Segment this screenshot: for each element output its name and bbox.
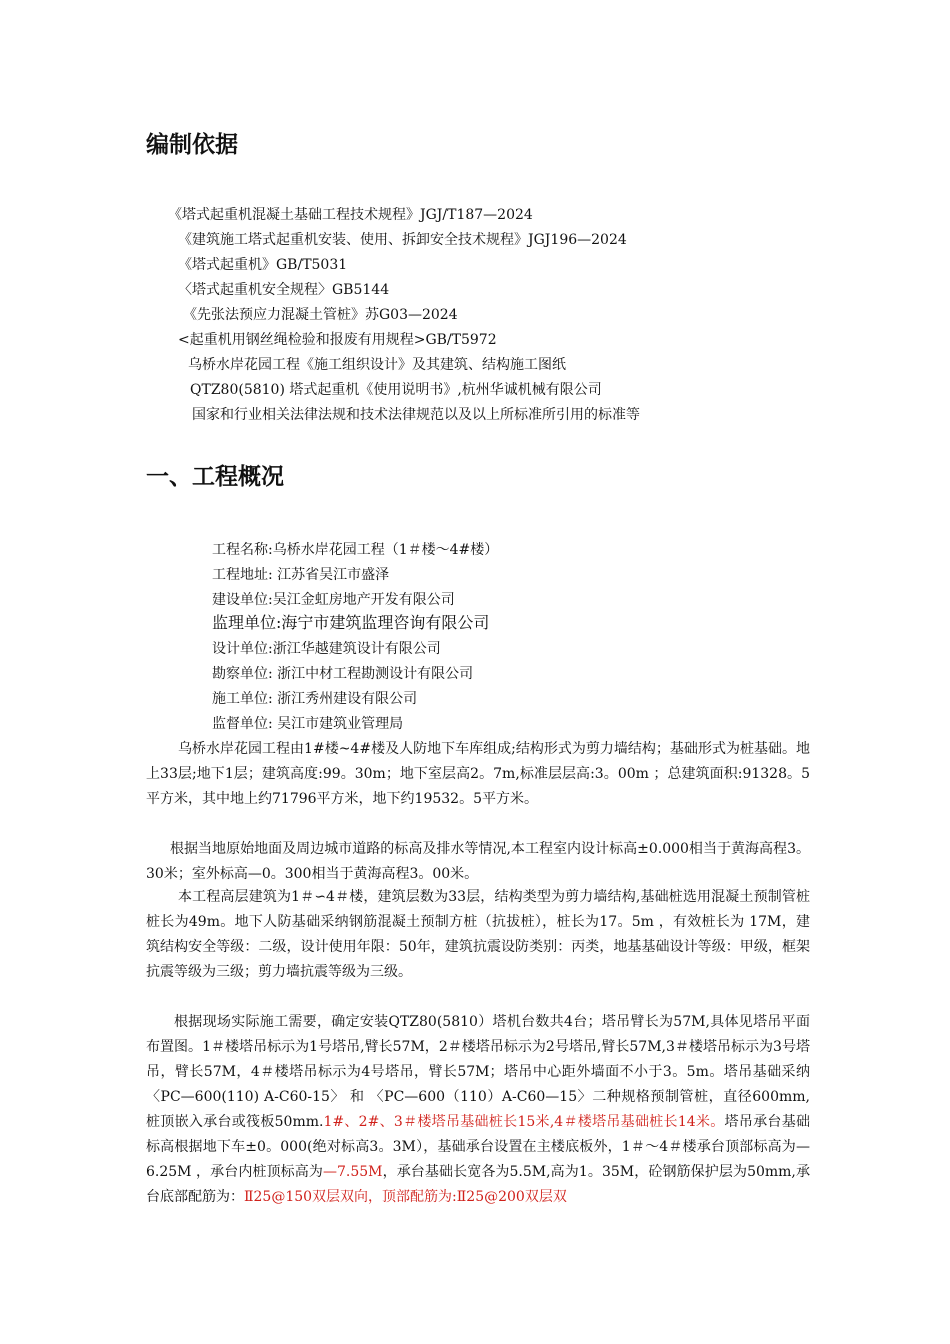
reference-item: <起重机用钢丝绳检验和报废有用规程>GB/T5972: [178, 332, 497, 348]
project-info-inspector: 监督单位: 吴江市建筑业管理局: [212, 716, 404, 732]
paragraph-text: 本工程高层建筑为1＃∽4＃楼，建筑层数为33层，结构类型为剪力墙结构,基础桩选用混凝土预制管桩桩长为49m。地下人防基础采纳钢筋混凝土预制方桩（抗拔桩），桩长为17。5m ，有效桩长为 17M，建筑结构安全等级：二级，设计使用年限：50年，建筑抗震设防类别：丙类，地基基础设计等级：甲级，框架抗震等级为三级；剪力墙抗震等级为三级。: [146, 889, 810, 980]
project-info-name: 工程名称:乌桥水岸花园工程（1＃楼～4#楼）: [212, 542, 499, 558]
section-title-overview: 一、工程概况: [146, 464, 284, 490]
reference-item: 《塔式起重机混凝土基础工程技术规程》JGJ/T187—2024: [168, 207, 533, 223]
paragraph-text: 塔吊承台基础标高根据地下车±0。000(绝对标高3。3M），基础承台设置在主楼底板外，1＃～4＃楼承台顶部标高为—6.25M ，承台内桩顶标高为: [146, 1114, 810, 1180]
reference-item: 〈塔式起重机安全规程〉GB5144: [178, 282, 390, 298]
project-info-owner: 建设单位:吴江金虹房地产开发有限公司: [212, 592, 455, 608]
paragraph-text: ，承台基础长宽各为5.5M,高为1。35M，砼钢筋保护层为50mm,承台底部配筋为：: [146, 1164, 810, 1205]
paragraph-text: 根据当地原始地面及周边城市道路的标高及排水等情况,本工程室内设计标高±0.000相当于黄海高程3。30米；室外标高—0。300相当于黄海高程3。00米。: [146, 841, 810, 882]
paragraph-text: 根据现场实际施工需要，确定安装QTZ80(5810）塔机台数共4台；塔吊臂长为57M,具体见塔吊平面布置图。1＃楼塔吊标示为1号塔吊,臂长57M，2＃楼塔吊标示为2号塔吊,臂长57M,3＃楼塔吊标示为3号塔吊，臂长57M，4＃楼塔吊标示为4号塔吊，臂长57M；塔吊中心距外墙面不小于3。5m。塔吊基础采纳〈PC—600(110) A-C60-15〉 和 〈PC—600（110）A-C60—15〉二种规格预制管桩，直径600mm,桩顶嵌入承台或筏板50mm.: [146, 1014, 810, 1130]
paragraph-elevation: [146, 837, 810, 887]
highlight-text: Ⅱ25@150双层双向，顶部配筋为:Ⅱ25@200双层双: [244, 1189, 567, 1205]
reference-item: 《建筑施工塔式起重机安装、使用、拆卸安全技术规程》JGJ196—2024: [178, 232, 627, 248]
project-info-contractor: 施工单位: 浙江秀州建设有限公司: [212, 691, 418, 707]
highlight-text: 1#、2#、3＃楼塔吊基础桩长15米,4＃楼塔吊基础桩长14米。: [323, 1114, 725, 1130]
reference-item: 国家和行业相关法律法规和技术法律规范以及以上所标准所引用的标准等: [192, 407, 640, 423]
project-info-designer: 设计单位:浙江华越建筑设计有限公司: [212, 641, 441, 657]
paragraph-overview: [146, 737, 810, 812]
reference-item: 《塔式起重机》GB/T5031: [178, 257, 348, 273]
project-info-supervisor: 监理单位:海宁市建筑监理咨询有限公司: [212, 613, 490, 632]
highlight-text: —7.55M: [322, 1164, 383, 1180]
project-info-survey: 勘察单位: 浙江中材工程勘测设计有限公司: [212, 666, 474, 682]
reference-item: QTZ80(5810) 塔式起重机《使用说明书》,杭州华诚机械有限公司: [190, 382, 602, 398]
reference-item: 《先张法预应力混凝土管桩》苏G03—2024: [183, 307, 458, 323]
paragraph-tower-crane: [146, 1010, 810, 1210]
project-info-address: 工程地址: 江苏省吴江市盛泽: [212, 567, 390, 583]
paragraph-text: 乌桥水岸花园工程由1#楼~4#楼及人防地下车库组成;结构形式为剪力墙结构；基础形式为桩基础。地上33层;地下1层；建筑高度:99。30m；地下室层高2。7m,标准层层高:3。00m ；总建筑面积:91328。5平方米，其中地上约71796平方米，地下约19532。5平方米。: [146, 741, 810, 807]
section-title-basis: 编制依据: [146, 132, 238, 158]
paragraph-structure: [146, 885, 810, 985]
reference-item: 乌桥水岸花园工程《施工组织设计》及其建筑、结构施工图纸: [188, 357, 566, 373]
